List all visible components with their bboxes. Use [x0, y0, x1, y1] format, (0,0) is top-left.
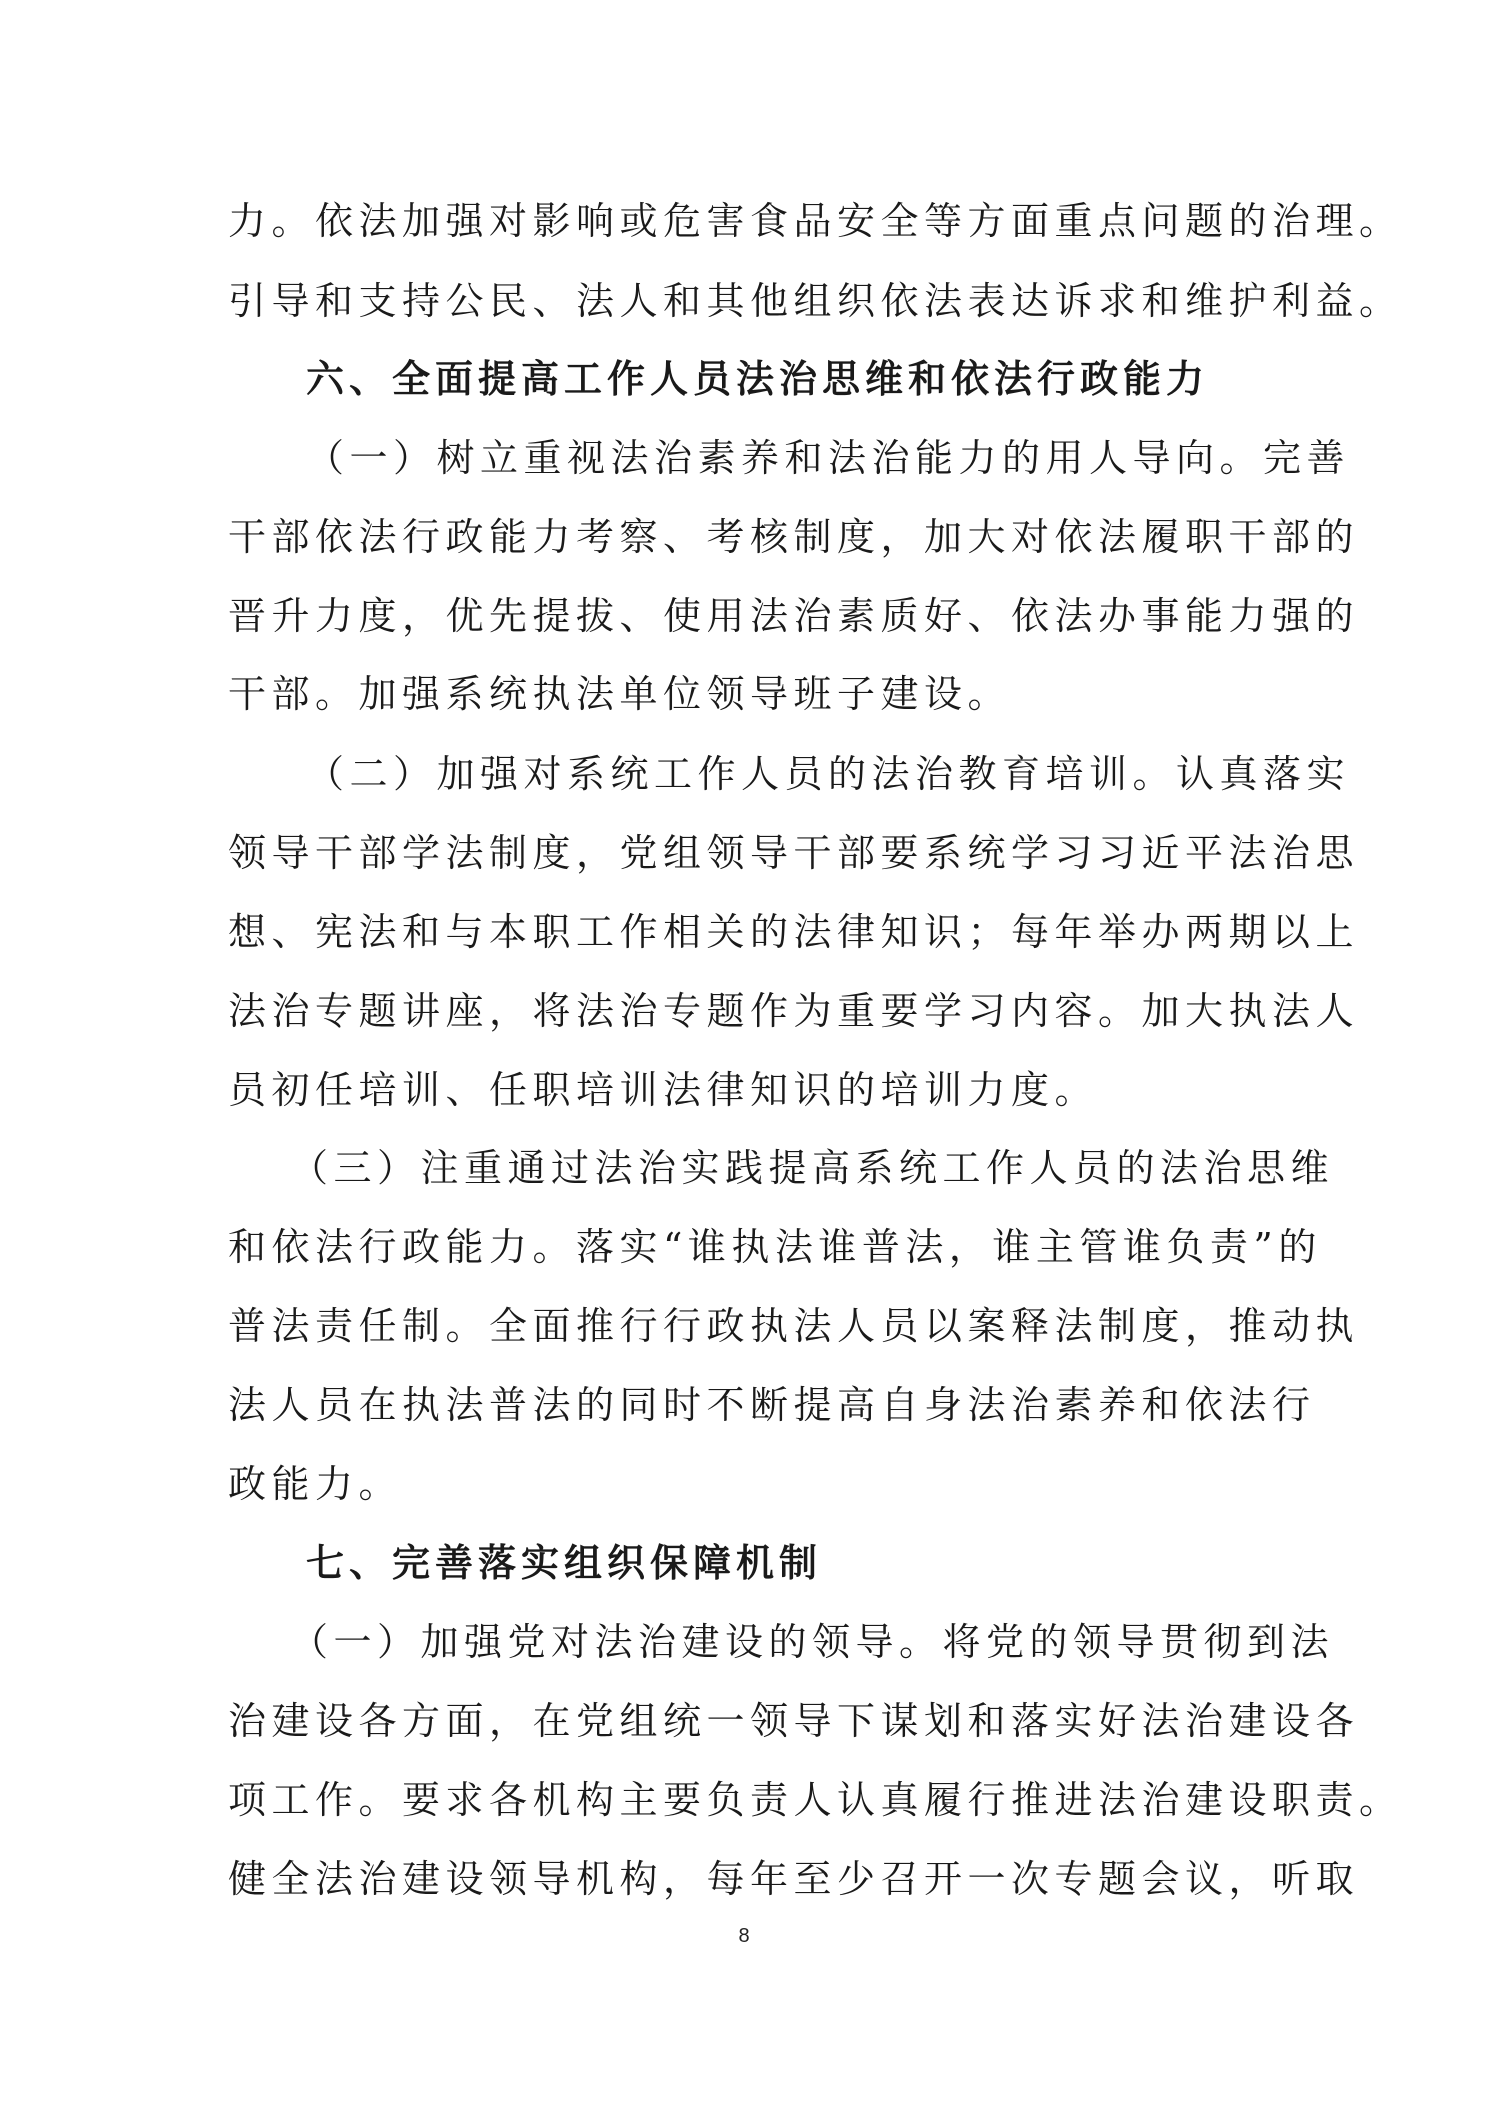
body-line: 干部依法行政能力考察、考核制度，加大对依法履职干部的 [228, 515, 1360, 559]
body-line: 力。依法加强对影响或危害食品安全等方面重点问题的治理。 [228, 199, 1403, 243]
page-number: 8 [738, 1925, 750, 1947]
section-heading-7: 七、完善落实组织保障机制 [306, 1541, 823, 1585]
body-line: 治建设各方面，在党组统一领导下谋划和落实好法治建设各 [228, 1699, 1360, 1743]
body-line: 想、宪法和与本职工作相关的法律知识；每年举办两期以上 [228, 910, 1360, 954]
body-line: 法治专题讲座，将法治专题作为重要学习内容。加大执法人 [228, 989, 1360, 1033]
body-line: 干部。加强系统执法单位领导班子建设。 [228, 672, 1012, 716]
body-line: 和依法行政能力。落实“谁执法谁普法，谁主管谁负责”的 [228, 1225, 1322, 1269]
paragraph-first-line: （三）注重通过法治实践提高系统工作人员的法治思维 [290, 1146, 1335, 1190]
paragraph-first-line: （二）加强对系统工作人员的法治教育培训。认真落实 [306, 752, 1351, 796]
paragraph-first-line: （一）树立重视法治素养和法治能力的用人导向。完善 [306, 436, 1351, 480]
body-line: 健全法治建设领导机构，每年至少召开一次专题会议，听取 [228, 1857, 1360, 1901]
paragraph-first-line: （一）加强党对法治建设的领导。将党的领导贯彻到法 [290, 1620, 1335, 1664]
body-line: 员初任培训、任职培训法律知识的培训力度。 [228, 1068, 1099, 1112]
body-line: 普法责任制。全面推行行政执法人员以案释法制度，推动执 [228, 1304, 1360, 1348]
body-line: 领导干部学法制度，党组领导干部要系统学习习近平法治思 [228, 831, 1360, 875]
body-line: 政能力。 [228, 1462, 403, 1506]
body-line: 晋升力度，优先提拔、使用法治素质好、依法办事能力强的 [228, 594, 1360, 638]
section-heading-6: 六、全面提高工作人员法治思维和依法行政能力 [306, 357, 1210, 401]
body-line: 引导和支持公民、法人和其他组织依法表达诉求和维护利益。 [228, 279, 1403, 323]
body-line: 项工作。要求各机构主要负责人认真履行推进法治建设职责。 [228, 1778, 1403, 1822]
body-line: 法人员在执法普法的同时不断提高自身法治素养和依法行 [228, 1383, 1316, 1427]
